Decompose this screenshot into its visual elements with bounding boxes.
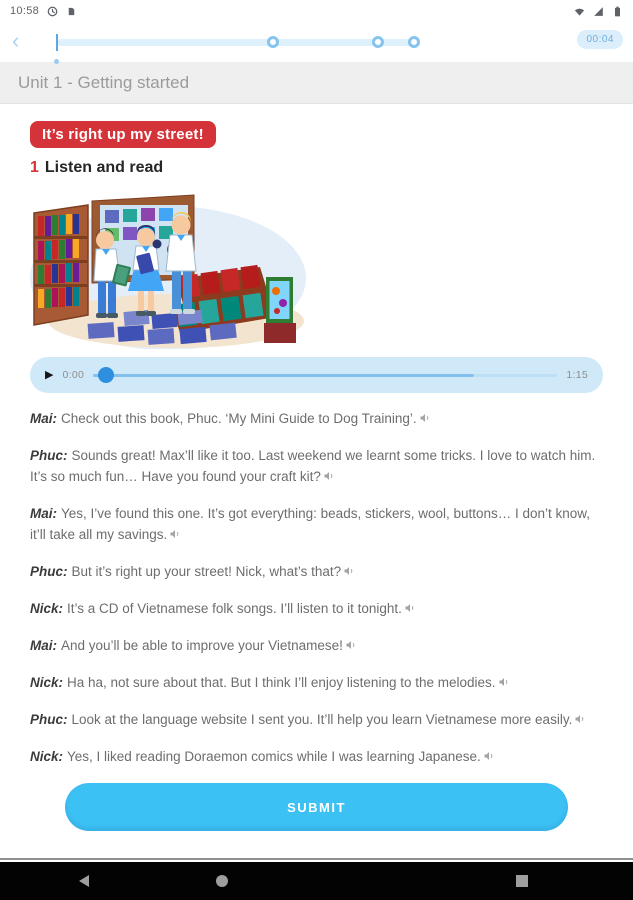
audio-current-time: 0:00 bbox=[62, 369, 85, 381]
signal-icon bbox=[593, 6, 604, 17]
speaker-name: Phuc: bbox=[30, 564, 68, 579]
speaker-icon[interactable] bbox=[419, 412, 431, 424]
speaker-icon[interactable] bbox=[345, 639, 357, 651]
status-bar bbox=[0, 0, 633, 22]
dialogue-text: Ha ha, not sure about that. But I think I’ll enjoy listening to the melodies. bbox=[67, 675, 496, 690]
progress-checkpoint-3[interactable] bbox=[408, 36, 420, 48]
dialogue-line bbox=[30, 635, 603, 656]
dialogue-line bbox=[30, 445, 603, 487]
dialogue-text: Yes, I liked reading Doraemon comics while I was learning Japanese. bbox=[67, 749, 481, 764]
progress-position-dot bbox=[54, 59, 59, 64]
speaker-icon[interactable] bbox=[404, 602, 416, 614]
status-time: 10:58 bbox=[10, 5, 40, 17]
speaker-name: Mai: bbox=[30, 411, 57, 426]
back-chevron-icon[interactable]: ‹ bbox=[12, 28, 20, 53]
task-number: 1 bbox=[30, 159, 39, 176]
dialogue-line bbox=[30, 746, 603, 767]
wifi-icon bbox=[574, 6, 585, 17]
audio-track-loaded bbox=[93, 374, 474, 377]
nav-back-icon[interactable] bbox=[79, 875, 89, 887]
audio-duration: 1:15 bbox=[566, 369, 588, 381]
audio-slider[interactable] bbox=[93, 367, 557, 383]
lesson-progress-track[interactable] bbox=[57, 39, 417, 46]
lesson-illustration bbox=[26, 183, 306, 349]
dialogue-line bbox=[30, 408, 603, 429]
speaker-icon[interactable] bbox=[169, 528, 181, 540]
unit-title: Unit 1 - Getting started bbox=[18, 72, 190, 92]
task-heading bbox=[30, 159, 603, 177]
dialogue bbox=[30, 408, 603, 767]
submit-button[interactable]: SUBMIT bbox=[65, 783, 568, 831]
speaker-name: Mai: bbox=[30, 638, 57, 653]
android-nav-bar bbox=[0, 862, 633, 900]
dialogue-text: Check out this book, Phuc. ‘My Mini Guide to Dog Training’. bbox=[61, 411, 417, 426]
dialogue-text: Sounds great! Max’ll like it too. Last weekend we learnt some tricks. I love to watch him. It’s so much fun… Have you found your craft kit? bbox=[30, 448, 596, 484]
dialogue-text: And you’ll be able to improve your Vietnamese! bbox=[61, 638, 343, 653]
speaker-name: Nick: bbox=[30, 675, 64, 690]
dialogue-text: Look at the language website I sent you. It’ll help you learn Vietnamese more easily. bbox=[71, 712, 573, 727]
content-bottom-divider bbox=[0, 858, 633, 860]
timer-badge: 00:04 bbox=[577, 30, 623, 49]
audio-player bbox=[30, 357, 603, 393]
speaker-name: Nick: bbox=[30, 749, 64, 764]
speaker-icon[interactable] bbox=[343, 565, 355, 577]
speaker-icon[interactable] bbox=[574, 713, 586, 725]
nav-home-icon[interactable] bbox=[216, 875, 228, 887]
dialogue-text: Yes, I’ve found this one. It’s got everything: beads, stickers, wool, buttons… I don’t know, it’ll take all my savings. bbox=[30, 506, 591, 542]
unit-header bbox=[0, 62, 633, 104]
speaker-name: Phuc: bbox=[30, 712, 68, 727]
dialogue-line bbox=[30, 561, 603, 582]
lesson-progress-row bbox=[0, 22, 633, 62]
dialogue-text: It’s a CD of Vietnamese folk songs. I’ll listen to it tonight. bbox=[67, 601, 402, 616]
play-button-icon[interactable]: ▶ bbox=[45, 368, 54, 381]
progress-position-marker bbox=[56, 34, 58, 51]
data-saver-icon bbox=[47, 6, 58, 17]
speaker-name: Mai: bbox=[30, 506, 57, 521]
dialogue-line bbox=[30, 503, 603, 545]
speaker-icon[interactable] bbox=[483, 750, 495, 762]
dialogue-text: But it’s right up your street! Nick, what’s that? bbox=[71, 564, 342, 579]
audio-slider-thumb[interactable] bbox=[98, 367, 114, 383]
speaker-icon[interactable] bbox=[323, 470, 335, 482]
speaker-name: Nick: bbox=[30, 601, 64, 616]
dialogue-line bbox=[30, 672, 603, 693]
speaker-name: Phuc: bbox=[30, 448, 68, 463]
sim-notification-icon bbox=[66, 6, 77, 17]
nav-recents-icon[interactable] bbox=[516, 875, 528, 887]
progress-checkpoint-1[interactable] bbox=[267, 36, 279, 48]
lesson-content bbox=[0, 104, 633, 831]
progress-checkpoint-2[interactable] bbox=[372, 36, 384, 48]
dialogue-line bbox=[30, 709, 603, 730]
speaker-icon[interactable] bbox=[498, 676, 510, 688]
lesson-title-badge: It’s right up my street! bbox=[30, 121, 216, 148]
task-title: Listen and read bbox=[44, 159, 164, 176]
battery-icon bbox=[612, 6, 623, 17]
audio-track-remaining bbox=[474, 374, 558, 377]
dialogue-line bbox=[30, 598, 603, 619]
